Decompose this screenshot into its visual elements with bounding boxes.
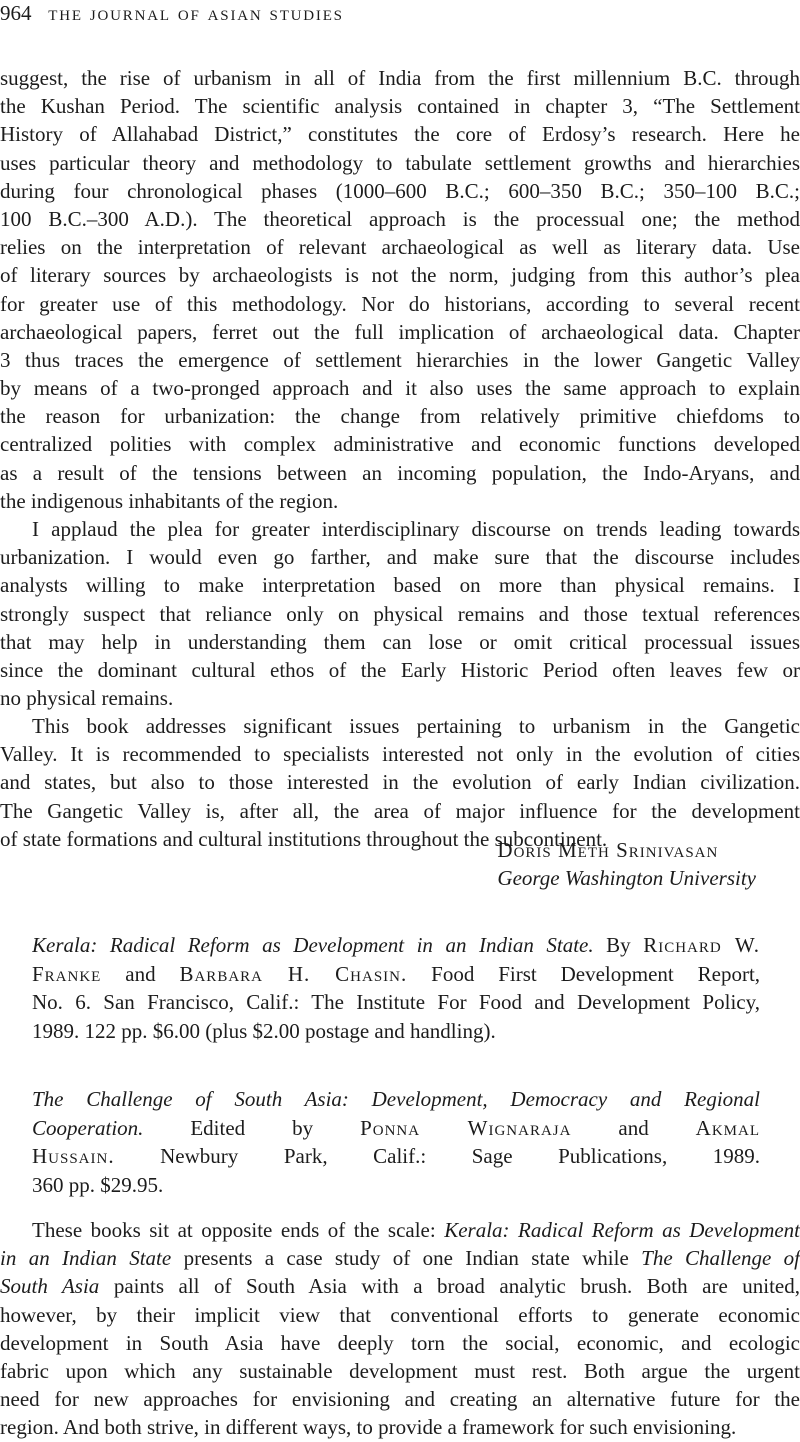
author-name: Franke [32,961,102,986]
text-line: the reason for urbanization: the change from relatively primitive chiefdoms to [0,404,800,429]
text-line: development in South Asia have deeply torn the social, economic, and ecologic [0,1330,800,1355]
text-line: relies on the interpretation of relevant archaeological as well as literary data. Use [0,235,800,260]
citation-line [32,931,760,960]
book-title: Kerala: Radical Reform as Development in an Indian State. [32,933,594,957]
reviewer-name: Doris Meth Srinivasan [497,838,719,862]
author-name: Richard W. [643,933,760,957]
citation-line: No. 6. San Francisco, Calif.: The Institute For Food and Development Policy, [32,990,760,1014]
editor-name: Ponna Wignaraja [360,1115,572,1140]
book-title-end: Cooperation. [32,1115,144,1140]
text-line: during four chronological phases (1000–600 B.C.; 600–350 B.C.; 350–100 B.C.; [0,178,800,203]
text-line [0,1216,800,1244]
publisher-info: Newbury Park, Calif.: Sage Publications, 1989. [160,1144,760,1168]
text-line: fabric upon which any sustainable development must rest. Both argue the urgent [0,1358,800,1383]
text-line: archaeological papers, ferret out the full implication of archaeological data. Chapter [0,319,800,344]
running-header [0,0,800,26]
text-line: the Kushan Period. The scientific analysis contained in chapter 3, “The Settlement [0,94,800,119]
citation-line [32,1142,760,1171]
journal-title: the journal of asian studies [48,1,344,25]
text-line: 100 B.C.–300 A.D.). The theoretical approach is the processual one; the method [0,206,800,231]
text-span: paints all of South Asia with a broad analytic brush. Both are united, [113,1274,800,1299]
citation-line [32,1114,760,1143]
author-name: Barbara H. Chasin. [179,961,408,986]
text-line: as a result of the tensions between an incoming population, the Indo-Aryans, and [0,460,800,485]
text-line: This book addresses significant issues pertaining to urbanism in the Gangetic [32,714,800,738]
citation-line: 1989. 122 pp. $6.00 (plus $2.00 postage and handling). [32,1018,496,1043]
text-line: of state formations and cultural institutions throughout the subcontinent. [0,826,608,851]
book-title-ref: The Challenge of [641,1246,800,1271]
text-line: the indigenous inhabitants of the region. [0,488,339,513]
text-line: region. And both strive, in different ways, to provide a framework for such envisioning. [0,1415,737,1440]
book-title-ref: in an Indian State [0,1246,172,1271]
text-line: no physical remains. [0,686,174,711]
series-name: Food First Development Report, [431,961,760,986]
review2-paragraph-1 [0,1216,800,1442]
edited-by: Edited by [190,1115,314,1140]
text-line: and states, but also to those interested in the evolution of early Indian civilization. [0,770,800,795]
text-line: Valley. It is recommended to specialists interested not only in the evolution of cities [0,742,800,767]
book-title: The Challenge of South Asia: Development, Democracy and Regional [32,1087,760,1111]
text-line: 3 thus traces the emergence of settlement hierarchies in the lower Gangetic Valley [0,347,800,372]
text-line: analysts willing to make interpretation based on more than physical remains. I [0,573,800,598]
text-line: however, by their implicit view that conventional efforts to generate economic [0,1302,800,1327]
book-title-ref: Kerala: Radical Reform as Development [444,1218,800,1242]
text-line [0,1272,800,1300]
text-line: I applaud the plea for greater interdisciplinary discourse on trends leading towards [32,517,800,541]
text-line: suggest, the rise of urbanism in all of India from the first millennium B.C. through [0,66,800,90]
review1-paragraph-1 [0,64,800,515]
text-line: The Gangetic Valley is, after all, the area of major influence for the development [0,798,800,823]
editor-name: Akmal [695,1115,760,1140]
citation-line [32,960,760,989]
text-line: by means of a two-pronged approach and it also uses the same approach to explain [0,376,800,401]
text-line: since the dominant cultural ethos of the Early Historic Period often leaves few or [0,657,800,682]
by-word: By [606,933,631,957]
review1-paragraph-3 [0,712,800,853]
citation-line: 360 pp. $29.95. [32,1172,164,1197]
reviewer-signature [497,836,756,892]
text-line: that may help in understanding them can lose or omit critical processual issues [0,629,800,654]
reviewer-affiliation: George Washington University [497,866,756,890]
editor-name: Hussain. [32,1144,115,1168]
text-line: strongly suspect that reliance only on physical remains and those textual references [0,601,800,626]
text-line: uses particular theory and methodology to tabulate settlement growths and hierarchies [0,150,800,175]
text-line: for greater use of this methodology. Nor do historians, according to several recent [0,291,800,316]
text-line: of literary sources by archaeologists is not the norm, judging from this author’s plea [0,263,800,288]
text-line: centralized polities with complex administrative and economic functions developed [0,432,800,457]
text-line [0,1244,800,1272]
text-span: These books sit at opposite ends of the scale: [32,1218,436,1242]
text-span: presents a case study of one Indian state while [183,1246,629,1271]
book-title-ref: South Asia [0,1274,100,1299]
and-word: and [125,961,156,986]
and-word: and [618,1115,649,1140]
citation-line [32,1085,760,1114]
book-citation-south-asia [32,1085,760,1199]
text-line: History of Allahabad District,” constitutes the core of Erdosy’s research. Here he [0,122,800,147]
book-citation-kerala [32,931,760,1045]
text-line: need for new approaches for envisioning and creating an alternative future for the [0,1387,800,1412]
review1-paragraph-2 [0,515,800,712]
text-line: urbanization. I would even go farther, and make sure that the discourse includes [0,545,800,570]
page-number: 964 [0,1,32,25]
